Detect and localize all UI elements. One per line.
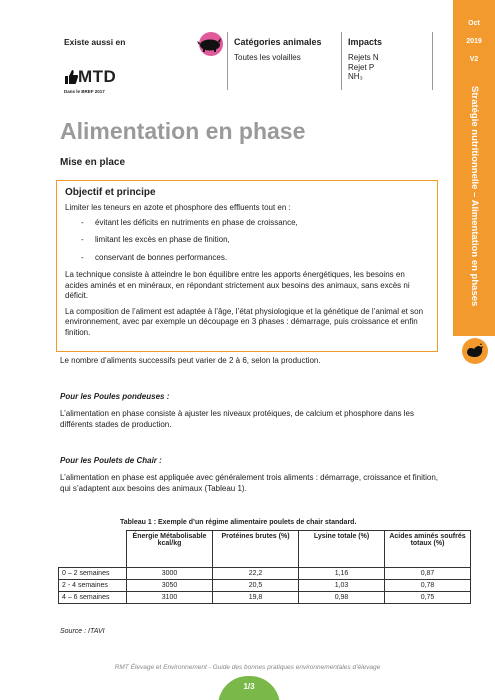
footer-text: RMT Élevage et Environnement - Guide des bonnes pratiques environnementales d’élevage <box>114 664 381 671</box>
list-item: - conservant de bonnes performances. <box>65 253 429 264</box>
categories-value: Toutes les volailles <box>234 53 301 62</box>
band-version: V2 <box>469 56 479 63</box>
table-cell: 3100 <box>127 592 213 604</box>
header-divider <box>341 32 342 90</box>
table-cell: 3000 <box>127 568 213 580</box>
side-band <box>453 0 495 336</box>
categories-title: Catégories animales <box>234 37 322 47</box>
table-source: Source : ITAVI <box>60 628 105 635</box>
band-year: 2019 <box>466 38 482 45</box>
objective-box <box>56 180 438 352</box>
objective-heading: Objectif et principe <box>65 187 156 198</box>
exists-label: Existe aussi en <box>64 37 126 47</box>
table-cell: 0,87 <box>385 568 471 580</box>
table-cell: 3050 <box>127 580 213 592</box>
table-row-label: 0 – 2 semaines <box>59 568 127 580</box>
table-header-row <box>59 531 471 568</box>
band-month: Oct <box>468 20 480 27</box>
pondeuses-heading: Pour les Poules pondeuses : <box>60 392 170 401</box>
pondeuses-text: L’alimentation en phase consiste à ajuster les niveaux protéiques, de calcium et phosphore dans les différents stades de production. <box>60 409 414 429</box>
table-caption: Tableau 1 : Exemple d’un régime alimentaire poulets de chair standard. <box>120 519 357 526</box>
page-number: 1/3 <box>243 682 255 691</box>
table-cell: 0,75 <box>385 592 471 604</box>
header-left <box>62 32 222 102</box>
objective-bullets <box>65 218 429 264</box>
impacts-title: Impacts <box>348 37 383 47</box>
diet-table <box>58 530 471 604</box>
table-corner <box>59 531 127 568</box>
impacts-list <box>348 53 379 82</box>
objective-paragraph: La composition de l’aliment est adaptée à l’âge, l’état physiologique et la génétique de l’animal et son environnement, avec par exemple un découpage en 3 phases : démarrage, puis croissance et enfin finition. <box>65 306 424 337</box>
mtd-subtitle: Dans le BREF 2017 <box>64 89 105 94</box>
table-cell: 0,98 <box>299 592 385 604</box>
table-cell: 1,16 <box>299 568 385 580</box>
impact-item: NH₃ <box>348 72 363 81</box>
table-cell: 0,78 <box>385 580 471 592</box>
table-row <box>59 592 471 604</box>
thumbs-up-icon <box>64 69 78 85</box>
table-row-label: 4 – 6 semaines <box>59 592 127 604</box>
table-cell: 19,8 <box>213 592 299 604</box>
list-item: - limitant les excès en phase de finition, <box>65 235 429 246</box>
mtd-logo-text: MTD <box>78 67 117 86</box>
page-subtitle: Mise en place <box>60 157 126 168</box>
chair-heading: Pour les Poulets de Chair : <box>60 456 162 465</box>
aliments-count-text: Le nombre d’aliments successifs peut varier de 2 à 6, selon la production. <box>60 356 321 365</box>
table-header: Protéines brutes (%) <box>213 531 299 568</box>
chair-text: L’alimentation en phase est appliquée avec généralement trois aliments : démarrage, croissance et finition, qui s’adaptent aux besoins des animaux (Tableau 1). <box>60 473 438 493</box>
impact-item: Rejets N <box>348 53 379 62</box>
table-cell: 20,5 <box>213 580 299 592</box>
table-cell: 1,03 <box>299 580 385 592</box>
header-divider <box>432 32 433 90</box>
table-header: Acides aminés soufrés totaux (%) <box>385 531 471 568</box>
header-divider <box>227 32 228 90</box>
list-item: - évitant les déficits en nutriments en phase de croissance, <box>65 218 429 229</box>
objective-paragraph: La technique consiste à atteindre le bon équilibre entre les apports énergétiques, les besoins en acides aminés et en minéraux, en répondant strictement aux besoins des animaux, sans excès ni déficit. <box>65 270 410 300</box>
objective-intro: Limiter les teneurs en azote et phosphore des effluents tout en : <box>65 203 291 212</box>
hen-icon <box>462 338 488 364</box>
table-row <box>59 580 471 592</box>
impact-item: Rejet P <box>348 62 375 72</box>
table-cell: 22,2 <box>213 568 299 580</box>
table-header: Énergie Métabolisable kcal/kg <box>127 531 213 568</box>
mtd-logo <box>64 66 124 88</box>
table-header: Lysine totale (%) <box>299 531 385 568</box>
table-row <box>59 568 471 580</box>
table-row-label: 2 - 4 semaines <box>59 580 127 592</box>
page-title: Alimentation en phase <box>60 118 306 144</box>
pig-icon <box>195 32 227 56</box>
band-vertical-title: Stratégie nutritionnelle – Alimentation en phases <box>469 86 480 307</box>
